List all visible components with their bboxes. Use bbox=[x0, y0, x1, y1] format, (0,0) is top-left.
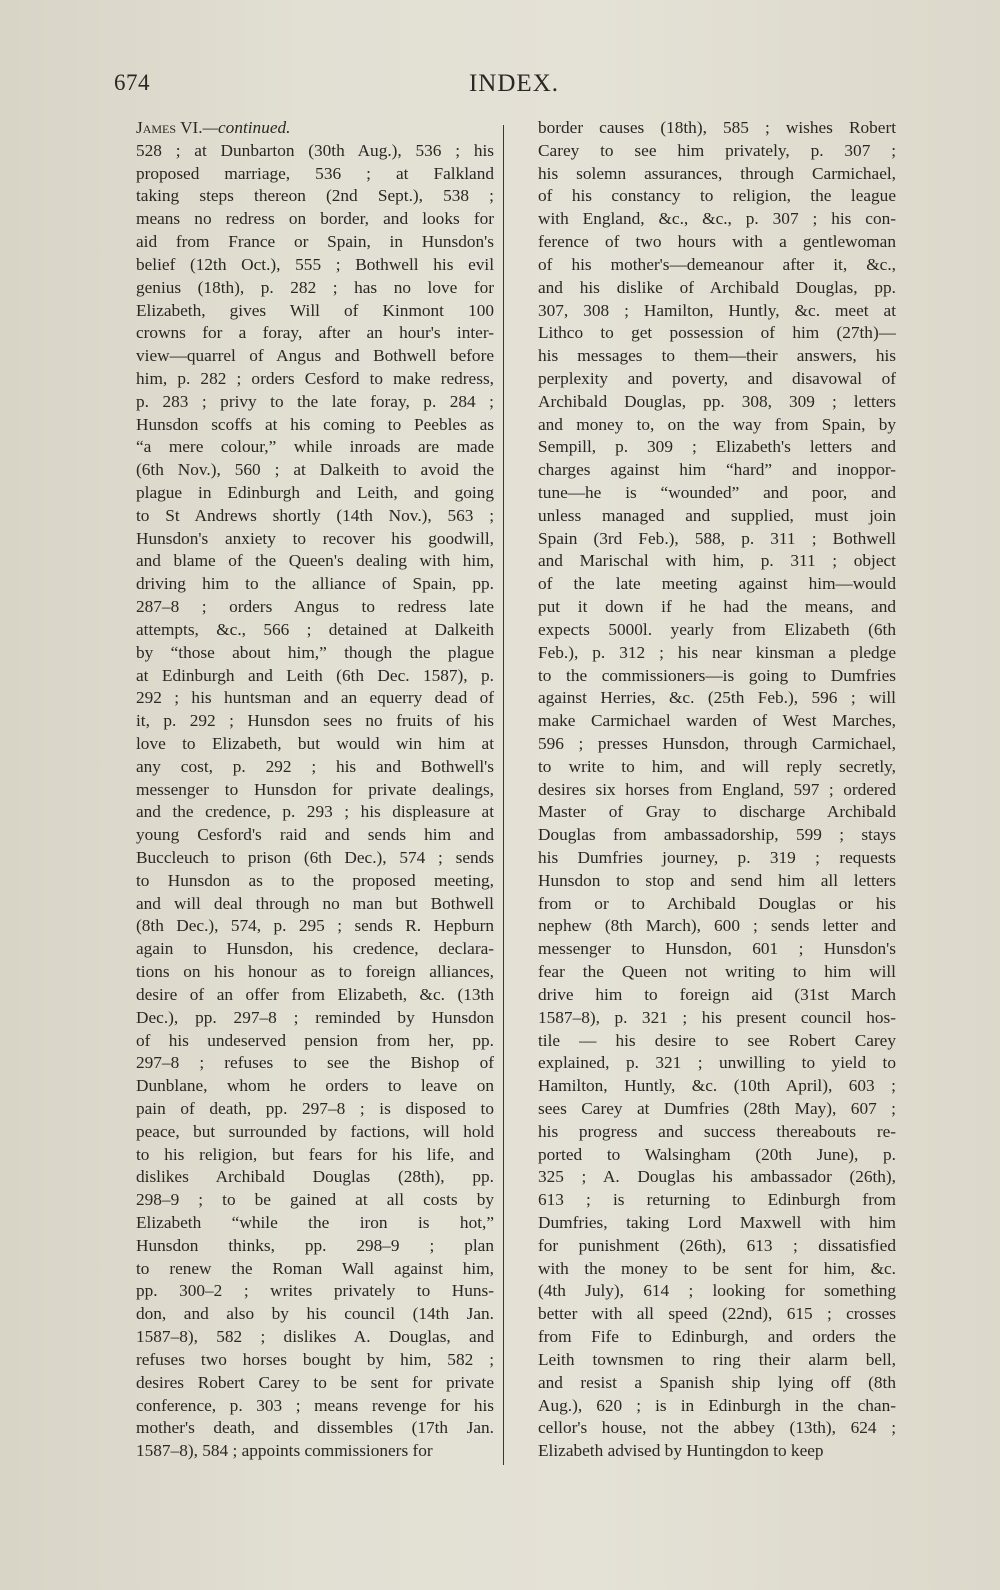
index-line: for punishment (26th), 613 ; dissatisfied bbox=[538, 1235, 896, 1255]
index-line: Spain (3rd Feb.), 588, p. 311 ; Bothwell bbox=[538, 528, 896, 548]
index-line: 298–9 ; to be gained at all costs by bbox=[136, 1190, 494, 1210]
index-line: “a mere colour,” while inroads are made bbox=[136, 437, 494, 457]
index-line: dislikes Archibald Douglas (28th), pp. bbox=[136, 1167, 494, 1187]
index-line: it, p. 292 ; Hunsdon sees no fruits of his bbox=[136, 711, 494, 731]
index-line: and blame of the Queen's dealing with him, bbox=[136, 551, 494, 571]
index-line: unless managed and supplied, must join bbox=[538, 505, 896, 525]
index-line: proposed marriage, 536 ; at Falkland bbox=[136, 163, 494, 183]
index-line: perplexity and poverty, and disavowal of bbox=[538, 368, 896, 388]
index-line: Hunsdon's anxiety to recover his goodwill, bbox=[136, 528, 494, 548]
index-line: tile — his desire to see Robert Carey bbox=[538, 1030, 896, 1050]
index-line: Buccleuch to prison (6th Dec.), 574 ; sends bbox=[136, 848, 494, 867]
index-line: crowns for a foray, after an hour's inter- bbox=[136, 323, 494, 343]
index-line: love to Elizabeth, but would win him at bbox=[136, 733, 494, 753]
index-line: desires six horses from England, 597 ; ordered bbox=[538, 779, 896, 799]
index-line: Dunblane, whom he orders to leave on bbox=[136, 1076, 494, 1096]
index-line: border causes (18th), 585 ; wishes Robert bbox=[538, 118, 896, 137]
index-line: drive him to foreign aid (31st March bbox=[538, 984, 896, 1004]
index-line: nephew (8th March), 600 ; sends letter and bbox=[538, 916, 896, 936]
index-line: aid from France or Spain, in Hunsdon's bbox=[136, 232, 494, 252]
index-line: of his constancy to religion, the league bbox=[538, 186, 896, 206]
page-number: 674 bbox=[114, 70, 150, 95]
right-column bbox=[538, 117, 896, 1482]
index-line: young Cesford's raid and sends him and bbox=[136, 825, 494, 845]
index-line: tune—he is “wounded” and poor, and bbox=[538, 483, 896, 502]
index-line: pain of death, pp. 297–8 ; is disposed to bbox=[136, 1098, 494, 1118]
index-line: Hamilton, Huntly, &c. (10th April), 603 ; bbox=[538, 1076, 896, 1096]
index-line: again to Hunsdon, his credence, declara- bbox=[136, 939, 494, 959]
index-line: taking steps thereon (2nd Sept.), 538 ; bbox=[136, 186, 494, 206]
index-line: pp. 300–2 ; writes privately to Huns- bbox=[136, 1281, 494, 1301]
index-line: Feb.), p. 312 ; his near kinsman a pledge bbox=[538, 642, 896, 662]
index-line: at Edinburgh and Leith (6th Dec. 1587), p. bbox=[136, 665, 494, 685]
index-line: 297–8 ; refuses to see the Bishop of bbox=[136, 1053, 494, 1073]
index-line: him, p. 282 ; orders Cesford to make redress, bbox=[136, 368, 494, 388]
index-line: cellor's house, not the abbey (13th), 624 ; bbox=[538, 1418, 896, 1438]
index-line: Sempill, p. 309 ; Elizabeth's letters and bbox=[538, 437, 896, 457]
index-line: desire of an offer from Elizabeth, &c. (13th bbox=[136, 984, 494, 1004]
index-line: to St Andrews shortly (14th Nov.), 563 ; bbox=[136, 505, 494, 525]
index-line: conference, p. 303 ; means revenge for his bbox=[136, 1395, 494, 1415]
index-line: his messages to them—their answers, his bbox=[538, 346, 896, 366]
index-line: view—quarrel of Angus and Bothwell before bbox=[136, 346, 494, 366]
index-line: Carey to see him privately, p. 307 ; bbox=[538, 140, 896, 160]
index-line: put it down if he had the means, and bbox=[538, 597, 896, 617]
index-line: (8th Dec.), 574, p. 295 ; sends R. Hepburn bbox=[136, 916, 494, 936]
index-line: driving him to the alliance of Spain, pp. bbox=[136, 574, 494, 594]
page-header bbox=[114, 70, 914, 110]
index-line: his Dumfries journey, p. 319 ; requests bbox=[538, 848, 896, 867]
index-line: and his dislike of Archibald Douglas, pp. bbox=[538, 277, 896, 297]
index-line: and money to, on the way from Spain, by bbox=[538, 414, 896, 434]
index-line: refuses two horses bought by him, 582 ; bbox=[136, 1349, 494, 1369]
index-line: any cost, p. 292 ; his and Bothwell's bbox=[136, 756, 494, 776]
right-column-text bbox=[538, 117, 896, 1463]
index-line: Leith townsmen to ring their alarm bell, bbox=[538, 1349, 896, 1369]
index-line: against Herries, &c. (25th Feb.), 596 ; will bbox=[538, 688, 896, 708]
index-line: fear the Queen not writing to him will bbox=[538, 962, 896, 982]
index-line: to his religion, but fears for his life, and bbox=[136, 1144, 494, 1164]
index-line: with the money to be sent for him, &c. bbox=[538, 1258, 896, 1278]
index-line: mother's death, and dissembles (17th Jan. bbox=[136, 1418, 494, 1438]
index-line: means no redress on border, and looks for bbox=[136, 209, 494, 229]
index-line: and will deal through no man but Bothwell bbox=[136, 893, 494, 913]
index-line: ference of two hours with a gentlewoman bbox=[538, 232, 896, 252]
index-line: to the commissioners—is going to Dumfries bbox=[538, 665, 896, 685]
index-line: Archibald Douglas, pp. 308, 309 ; letters bbox=[538, 391, 896, 411]
index-line: Dumfries, taking Lord Maxwell with him bbox=[538, 1213, 896, 1232]
index-line: Douglas from ambassadorship, 599 ; stays bbox=[538, 825, 896, 845]
index-line: to write to him, and will reply secretly, bbox=[538, 756, 896, 776]
index-line: expects 5000l. yearly from Elizabeth (6th bbox=[538, 619, 896, 639]
index-line: messenger to Hunsdon, 601 ; Hunsdon's bbox=[538, 939, 896, 959]
index-line: of the late meeting against him—would bbox=[538, 574, 896, 594]
index-line: of his undeserved pension from her, pp. bbox=[136, 1030, 494, 1050]
index-line: 1587–8), p. 321 ; his present council hos- bbox=[538, 1007, 896, 1027]
index-line: desires Robert Carey to be sent for private bbox=[136, 1372, 494, 1392]
index-line: better with all speed (22nd), 615 ; crosses bbox=[538, 1304, 896, 1324]
page-title: INDEX. bbox=[468, 70, 559, 97]
column-divider bbox=[503, 125, 504, 1465]
index-line: Hunsdon to stop and send him all letters bbox=[538, 870, 896, 890]
index-line: ported to Walsingham (20th June), p. bbox=[538, 1144, 896, 1164]
index-line: and the credence, p. 293 ; his displeasure at bbox=[136, 802, 494, 822]
index-line: of his mother's—demeanour after it, &c., bbox=[538, 254, 896, 274]
index-line: don, and also by his council (14th Jan. bbox=[136, 1304, 494, 1324]
index-line: from or to Archibald Douglas or his bbox=[538, 893, 896, 913]
index-line: 1587–8), 582 ; dislikes A. Douglas, and bbox=[136, 1327, 494, 1347]
index-line: Lithco to get possession of him (27th)— bbox=[538, 323, 896, 343]
index-line: sees Carey at Dumfries (28th May), 607 ; bbox=[538, 1098, 896, 1118]
index-line: p. 283 ; privy to the late foray, p. 284 ; bbox=[136, 391, 494, 411]
index-line: to Hunsdon as to the proposed meeting, bbox=[136, 870, 494, 890]
index-line: Elizabeth advised by Huntingdon to keep bbox=[538, 1441, 824, 1461]
index-line: 1587–8), 584 ; appoints commissioners for bbox=[136, 1441, 433, 1461]
index-line: 528 ; at Dunbarton (30th Aug.), 536 ; his bbox=[136, 140, 494, 160]
index-line: 325 ; A. Douglas his ambassador (26th), bbox=[538, 1167, 896, 1187]
index-line: Elizabeth, gives Will of Kinmont 100 bbox=[136, 300, 494, 320]
entry-continued: —continued. bbox=[202, 118, 291, 137]
index-line: (6th Nov.), 560 ; at Dalkeith to avoid the bbox=[136, 460, 494, 480]
index-line: with England, &c., &c., p. 307 ; his con- bbox=[538, 209, 896, 229]
index-line: and resist a Spanish ship lying off (8th bbox=[538, 1372, 896, 1392]
index-line: his progress and success thereabouts re- bbox=[538, 1121, 896, 1141]
index-line: charges against him “hard” and inoppor- bbox=[538, 460, 896, 480]
index-line: 613 ; is returning to Edinburgh from bbox=[538, 1190, 896, 1210]
index-line: Aug.), 620 ; is in Edinburgh in the chan- bbox=[538, 1395, 896, 1415]
index-line: belief (12th Oct.), 555 ; Bothwell his evil bbox=[136, 254, 494, 274]
index-line: explained, p. 321 ; unwilling to yield to bbox=[538, 1053, 896, 1073]
index-line: tions on his honour as to foreign alliances, bbox=[136, 962, 494, 982]
index-line: 596 ; presses Hunsdon, through Carmichael, bbox=[538, 733, 896, 753]
index-line: his solemn assurances, through Carmichael, bbox=[538, 163, 896, 183]
index-line: 287–8 ; orders Angus to redress late bbox=[136, 597, 494, 617]
entry-name: James VI. bbox=[136, 118, 203, 137]
index-line: 292 ; his huntsman and an equerry dead of bbox=[136, 688, 494, 708]
left-column-text bbox=[136, 140, 494, 1463]
index-line: Elizabeth “while the iron is hot,” bbox=[136, 1213, 494, 1232]
index-line: Dec.), pp. 297–8 ; reminded by Hunsdon bbox=[136, 1007, 494, 1027]
index-line: Master of Gray to discharge Archibald bbox=[538, 802, 896, 822]
index-line: (4th July), 614 ; looking for something bbox=[538, 1281, 896, 1301]
left-column bbox=[136, 117, 494, 1482]
index-line: messenger to Hunsdon for private dealings, bbox=[136, 779, 494, 799]
index-line: Hunsdon thinks, pp. 298–9 ; plan bbox=[136, 1235, 494, 1255]
index-line: plague in Edinburgh and Leith, and going bbox=[136, 483, 494, 502]
index-line: make Carmichael warden of West Marches, bbox=[538, 711, 896, 731]
index-line: 307, 308 ; Hamilton, Huntly, &c. meet at bbox=[538, 300, 896, 320]
index-line: from Fife to Edinburgh, and orders the bbox=[538, 1327, 896, 1347]
entry-heading bbox=[136, 117, 494, 140]
index-line: Hunsdon scoffs at his coming to Peebles as bbox=[136, 414, 494, 434]
index-line: peace, but surrounded by factions, will hold bbox=[136, 1121, 494, 1141]
index-line: genius (18th), p. 282 ; has no love for bbox=[136, 277, 494, 297]
index-line: by “those about him,” though the plague bbox=[136, 642, 494, 662]
index-line: to renew the Roman Wall against him, bbox=[136, 1258, 494, 1278]
index-line: and Marischal with him, p. 311 ; object bbox=[538, 551, 896, 571]
index-line: attempts, &c., 566 ; detained at Dalkeith bbox=[136, 619, 494, 639]
